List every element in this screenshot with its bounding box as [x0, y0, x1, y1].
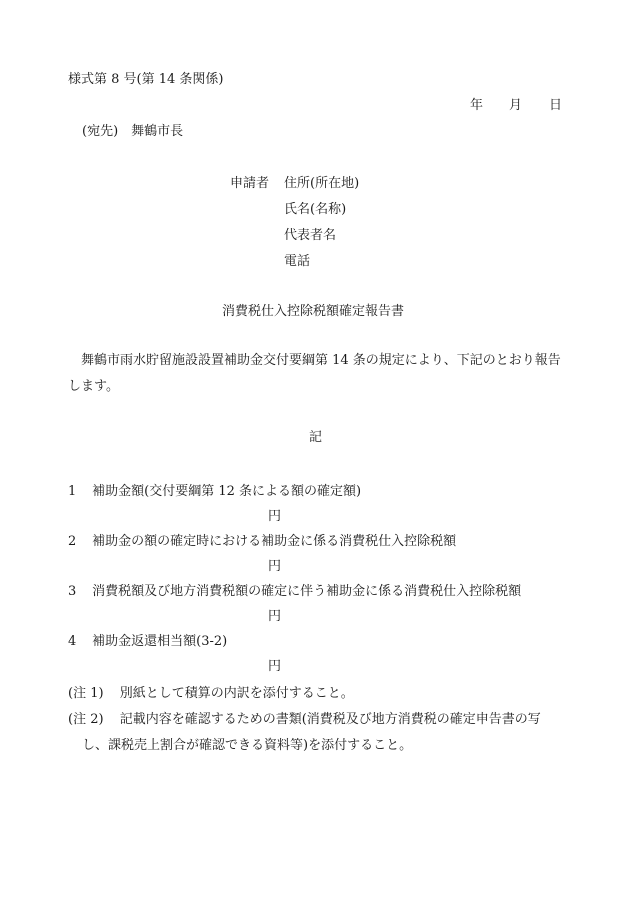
note-label: (注 1): [68, 686, 104, 701]
applicant-label: 申請者: [230, 176, 270, 191]
item-label: 消費税額及び地方消費税額の確定に伴う補助金に係る消費税仕入控除税額: [92, 584, 522, 599]
date-year: 年: [470, 98, 484, 113]
applicant-address: 住所(所在地): [284, 176, 360, 191]
item-2-unit: 円: [268, 559, 282, 574]
item-1: [68, 484, 361, 500]
item-3: [68, 584, 521, 600]
item-3-unit: 円: [268, 609, 282, 624]
item-2: [68, 534, 456, 550]
item-label: 補助金返還相当額(3-2): [92, 634, 228, 649]
item-number: 4: [68, 634, 77, 649]
addressee: (宛先) 舞鶴市長: [82, 124, 184, 139]
item-4: [68, 634, 227, 650]
item-label: 補助金額(交付要綱第 12 条による額の確定額): [92, 484, 362, 499]
applicant-name: 氏名(名称): [284, 202, 347, 217]
form-number: 様式第 8 号(第 14 条関係): [68, 72, 224, 87]
ki-heading: 記: [309, 430, 323, 445]
note-2-continued: し、課税売上割合が確認できる資料等)を添付すること。: [82, 738, 413, 753]
note-2: [68, 712, 541, 728]
item-number: 1: [68, 484, 77, 499]
note-1: [68, 686, 354, 702]
note-text: 別紙として積算の内訳を添付すること。: [119, 686, 354, 701]
document-title: 消費税仕入控除税額確定報告書: [222, 304, 405, 319]
item-4-unit: 円: [268, 659, 282, 674]
note-label: (注 2): [68, 712, 104, 727]
date-month: 月: [509, 98, 523, 113]
applicant-phone: 電話: [284, 254, 311, 269]
body-text: 舞鶴市雨水貯留施設設置補助金交付要綱第 14 条の規定により、下記のとおり報告します。: [68, 353, 561, 394]
item-number: 3: [68, 584, 77, 599]
item-label: 補助金の額の確定時における補助金に係る消費税仕入控除税額: [92, 534, 457, 549]
note-text: 記載内容を確認するための書類(消費税及び地方消費税の確定申告書の写: [119, 712, 541, 727]
applicant-representative: 代表者名: [284, 228, 337, 243]
item-number: 2: [68, 534, 77, 549]
date-day: 日: [549, 98, 563, 113]
item-1-unit: 円: [268, 509, 282, 524]
